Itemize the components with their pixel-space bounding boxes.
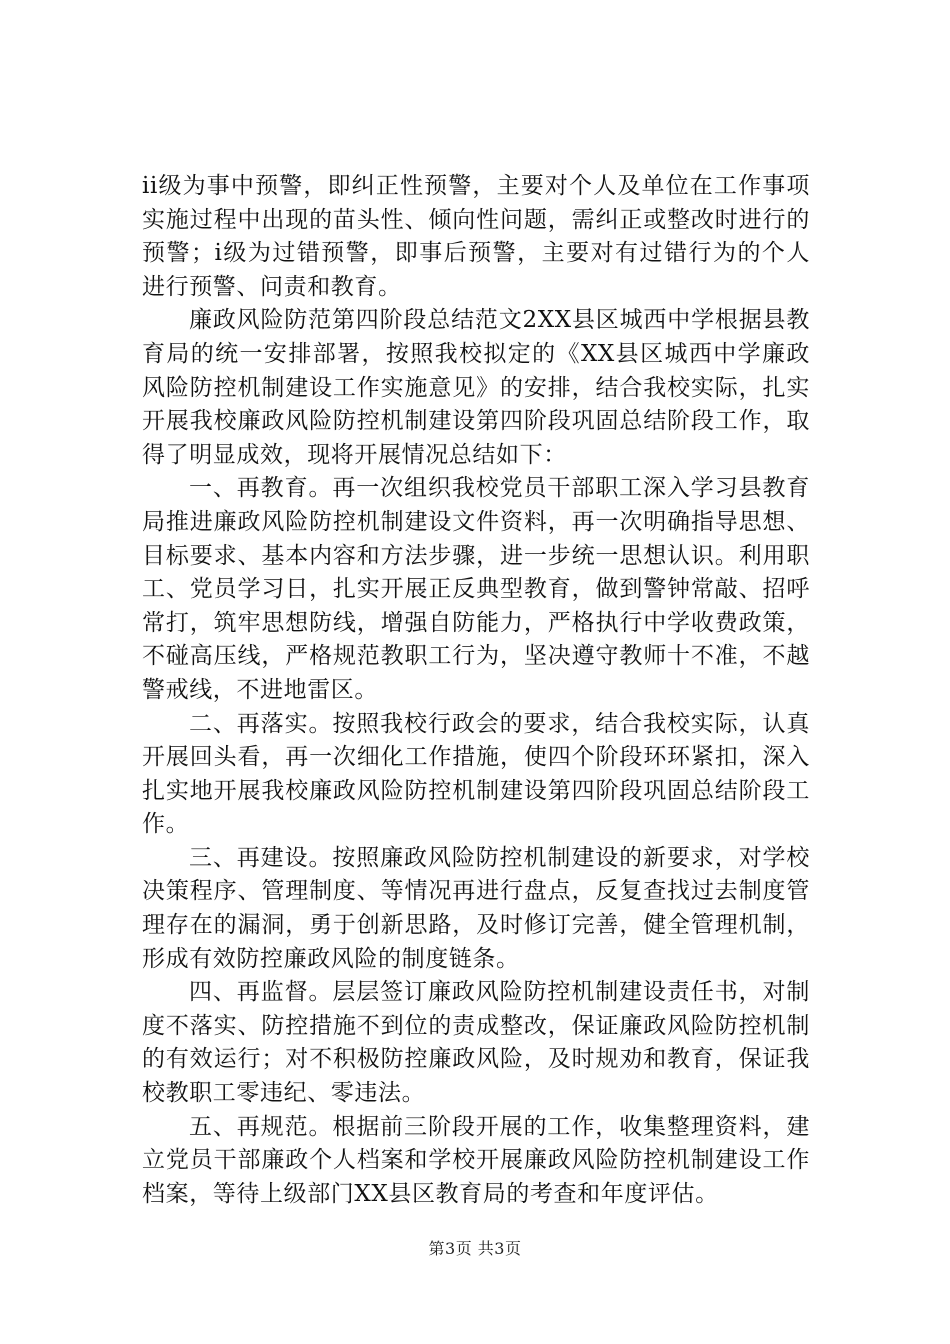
paragraph-re-standardization: 五、再规范。根据前三阶段开展的工作，收集整理资料，建立党员干部廉政个人档案和学校开展廉政风险防控机制建设工作档案，等待上级部门XX县区教育局的考查和年度评估。: [142, 1113, 810, 1207]
page-footer: 第3页 共3页: [428, 1239, 522, 1258]
paragraph-re-education: 一、再教育。再一次组织我校党员干部职工深入学习县教育局推进廉政风险防控机制建设文件资料，再一次明确指导思想、目标要求、基本内容和方法步骤，进一步统一思想认识。利用职工、党员学习日，扎实开展正反典型教育，做到警钟常敲、招呼常打，筑牢思想防线，增强自防能力，严格执行中学收费政策，不碰高压线，严格规范教职工行为，坚决遵守教师十不准，不越警戒线，不进地雷区。: [142, 475, 810, 703]
paragraph-re-implementation: 二、再落实。按照我校行政会的要求，结合我校实际，认真开展回头看，再一次细化工作措施，使四个阶段环环紧扣，深入扎实地开展我校廉政风险防控机制建设第四阶段巩固总结阶段工作。: [142, 710, 810, 838]
paragraph-re-construction: 三、再建设。按照廉政风险防控机制建设的新要求，对学校决策程序、管理制度、等情况再进行盘点，反复查找过去制度管理存在的漏洞，勇于创新思路，及时修订完善，健全管理机制，形成有效防控廉政风险的制度链条。: [142, 844, 810, 972]
paragraph-re-supervision: 四、再监督。层层签订廉政风险防控机制建设责任书，对制度不落实、防控措施不到位的责成整改，保证廉政风险防控机制的有效运行；对不积极防控廉政风险，及时规劝和教育，保证我校教职工零违纪、零违法。: [142, 979, 810, 1107]
document-body: [142, 170, 810, 1211]
paragraph-summary-intro: 廉政风险防范第四阶段总结范文2XX县区城西中学根据县教育局的统一安排部署，按照我校拟定的《XX县区城西中学廉政风险防控机制建设工作实施意见》的安排，结合我校实际，扎实开展我校廉政风险防控机制建设第四阶段巩固总结阶段工作，取得了明显成效，现将开展情况总结如下：: [142, 307, 810, 468]
paragraph-warning-levels: ii级为事中预警，即纠正性预警，主要对个人及单位在工作事项实施过程中出现的苗头性、倾向性问题，需纠正或整改时进行的预警；i级为过错预警，即事后预警，主要对有过错行为的个人进行预警、问责和教育。: [142, 173, 810, 300]
